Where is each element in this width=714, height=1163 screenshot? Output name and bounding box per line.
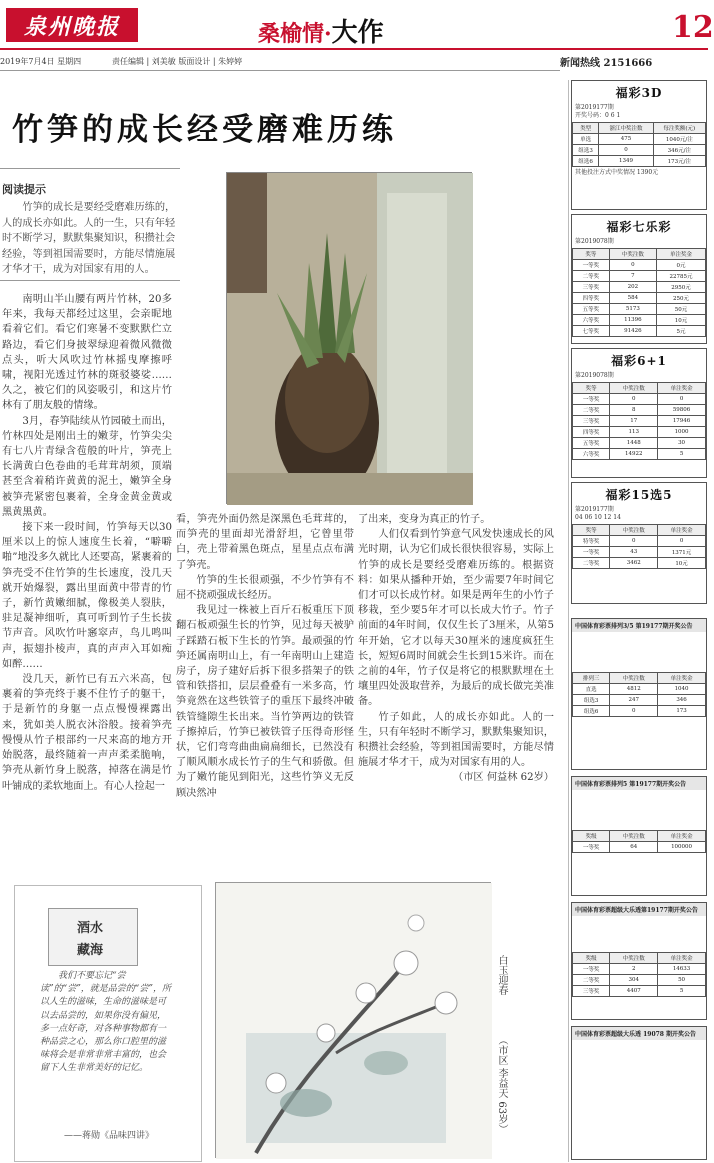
table-cell: 50元 xyxy=(656,304,705,315)
table-cell: 584 xyxy=(609,293,656,304)
table-row xyxy=(573,326,706,337)
table-row xyxy=(573,673,706,684)
table-cell: 单注奖金 xyxy=(658,525,706,536)
lottery-issue: 第2019177期 xyxy=(575,506,614,513)
table-row xyxy=(573,706,706,717)
lottery-number: 06 xyxy=(584,514,593,521)
table-row xyxy=(573,558,706,569)
table-cell: 247 xyxy=(610,695,658,706)
quote-source: ——蒋勋《品味四讲》 xyxy=(64,1131,155,1141)
table-cell: 64 xyxy=(610,842,658,853)
table-row xyxy=(573,405,706,416)
table-cell: 五等奖 xyxy=(573,304,610,315)
table-cell: 2950元 xyxy=(656,282,705,293)
table-row xyxy=(573,134,706,145)
table-cell: 单注奖金 xyxy=(658,673,706,684)
table-cell: 六等奖 xyxy=(573,449,610,460)
table-row xyxy=(573,547,706,558)
lottery-box-6plus1 xyxy=(571,348,707,478)
table-row xyxy=(573,271,706,282)
table-cell: 475 xyxy=(599,134,653,145)
table-cell: 4812 xyxy=(610,684,658,695)
table-cell: 8 xyxy=(610,405,658,416)
table-row xyxy=(573,525,706,536)
table-cell: 10元 xyxy=(658,558,706,569)
painting-caption-byline: （市区 李益天 63岁） xyxy=(496,1035,507,1135)
table-cell: 5 xyxy=(658,449,706,460)
lottery-numbers-label: 开奖号码： xyxy=(575,112,606,119)
table-cell: 中奖注数 xyxy=(610,383,658,394)
lottery-issue: 第2019078期 xyxy=(575,372,614,379)
table-cell: 4407 xyxy=(610,986,658,997)
table-row xyxy=(573,986,706,997)
table-cell: 四等奖 xyxy=(573,427,610,438)
table-cell: 奖等 xyxy=(573,383,610,394)
table-cell: 单注奖金 xyxy=(658,953,706,964)
table-cell: 0 xyxy=(610,706,658,717)
lottery-sidebar xyxy=(568,80,708,1162)
table-cell: 特等奖 xyxy=(573,536,610,547)
table-cell: 1448 xyxy=(610,438,658,449)
paragraph: 人们仅看到竹笋意气风发快速成长的风光时期，认为它们成长很快很容易，实际上竹笋的成长是要经受磨难历练的。根据资料：如果从播种开始，至少需要7年时间它们才可以长成竹材。如果是两年生的小竹子移栽，至少要5年才可以长成大竹子。竹子前面的4年时间，仅仅生长了3厘米，从第5年开始，它才以每天30厘米的速度疯狂生长，短短6周时间就会生长到15米许。而在之前的4年，竹子仅是将它的根默默埋在土壤里四处汲取营养，为最后的成长做完美准备。 xyxy=(358,529,554,708)
page-number: 12 xyxy=(672,10,714,45)
paragraph: 竹子如此，人的成长亦如此。人的一生，只有年轻时不断学习，默默集聚知识，积攒社会经验，等到祖国需要时，方能尽情施展才华才干，成为对国家有用的人。 xyxy=(358,711,554,769)
table-cell: 304 xyxy=(610,975,658,986)
lottery-number: 10 xyxy=(594,514,602,521)
lottery-notice xyxy=(571,902,707,1020)
table-row xyxy=(573,315,706,326)
table-cell: 113 xyxy=(610,427,658,438)
table-cell: 五等奖 xyxy=(573,438,610,449)
table-cell: 0 xyxy=(599,145,653,156)
paragraph: 我见过一株被上百斤石板重压下顶翻石板顽强生长的竹笋，见过每天被驴子踩踏石板下生长的竹笋。最顽强的竹笋还属南明山上，有一年南明山上建造房子，房子建好后拆下很多搭架子的铁管和铁搭扣，层层叠叠有一米多高，竹笋竟然在这些铁管子的重压下最终冲破铁管缝隙生长出来。当竹笋两边的铁管子擦掉后，竹笋已被铁管子压得奇形怪状，它们弯弯曲曲扁扁细长，已然没有了顺风顺水成长竹子的生气和骄傲。但为了嫩竹能见到阳光，这些竹笋义无反顾决然冲 xyxy=(176,605,354,799)
article-headline: 竹笋的成长经受磨难历练 xyxy=(12,112,397,148)
table-cell: 二等奖 xyxy=(573,558,610,569)
paragraph: 没几天，新竹已有五六米高，包裹着的笋壳终于裹不住竹子的躯干，于是新竹的身躯一点点慢慢裸露出来，犹如美人脱衣沐浴般。接着笋壳慢慢从竹子根部约一尺来高的地方开始脱落，最终随着一声声柔柔脆响，笋壳从新竹身上脱落，掉落在满是竹叶铺成的柔软地面上。有心人捡起一 xyxy=(2,674,172,792)
table-row xyxy=(573,684,706,695)
badge-line-2: 藏海 xyxy=(77,943,104,958)
lottery-number: 1 xyxy=(616,112,621,119)
lottery-notice xyxy=(571,776,707,896)
article-column-2 xyxy=(176,512,354,872)
credit-line: 责任编辑 | 刘美敏 版面设计 | 朱婷婷 xyxy=(112,57,243,66)
lottery-box-qilecai xyxy=(571,214,707,344)
table-cell: 43 xyxy=(610,547,658,558)
byline: （市区 何益林 62岁） xyxy=(453,772,554,784)
paragraph: 了出来，变身为真正的竹子。 xyxy=(358,514,491,525)
lottery-notice xyxy=(571,618,707,770)
lottery-number: 6 xyxy=(610,112,615,119)
table-row xyxy=(573,536,706,547)
table-cell: 346 xyxy=(658,695,706,706)
table-cell: 单注奖金 xyxy=(656,249,705,260)
table-cell: 直选 xyxy=(573,684,610,695)
table-cell: 一等奖 xyxy=(573,964,610,975)
table-row xyxy=(573,831,706,842)
table-cell: 250元 xyxy=(656,293,705,304)
table-row xyxy=(573,145,706,156)
lottery-numbers xyxy=(572,514,706,522)
table-cell: 0元 xyxy=(656,260,705,271)
lottery-title: 福彩七乐彩 xyxy=(606,220,672,234)
table-cell: 5173 xyxy=(609,304,656,315)
table-cell: 17 xyxy=(610,416,658,427)
table-row xyxy=(573,282,706,293)
table-cell: 1371元 xyxy=(658,547,706,558)
table-row xyxy=(573,438,706,449)
lottery-box-15x5 xyxy=(571,482,707,604)
lottery-number: 04 xyxy=(575,514,583,521)
table-row xyxy=(573,123,706,134)
lottery-issue: 第2019177期 xyxy=(575,104,614,111)
table-row xyxy=(573,260,706,271)
table-cell: 排列三 xyxy=(573,673,610,684)
table-row xyxy=(573,695,706,706)
table-row xyxy=(573,964,706,975)
table-cell: 173 xyxy=(658,706,706,717)
table-cell: 59806 xyxy=(658,405,706,416)
table-cell: 一等奖 xyxy=(573,547,610,558)
notice-title: 中国体育彩票超级大乐透第19177期开奖公告 xyxy=(572,903,706,916)
table-cell: 173元/注 xyxy=(653,156,705,167)
table-cell: 0 xyxy=(609,260,656,271)
notice-title: 中国体育彩票排列3/5 第19177期开奖公告 xyxy=(572,619,706,632)
table-cell: 0 xyxy=(658,536,706,547)
table-row xyxy=(573,449,706,460)
lottery-table xyxy=(572,382,706,460)
paragraph: 接下来一段时间，竹笋每天以30厘米以上的惊人速度生长着，“噼噼啪”地没多久就比人还要高，紧裹着的笋壳受不住竹笋的生长速度，没几天就开始爆裂，露出里面黄中带青的竹子，新竹黄嫩细腻，像极美人裂肤，驻足凝神细听，真可听到竹子生长拔节声音。风吹竹叶窸窣声，鸟儿鸣叫声，振翅扑棱声，真的声声入耳如痴如醉…… xyxy=(2,522,172,670)
lottery-notice xyxy=(571,1026,707,1160)
table-row xyxy=(573,249,706,260)
paragraph: 南明山半山腰有两片竹林，20多年来，我每天都经过这里，会亲昵地看着它们。看它们寒暑不变默默伫立路边，看它们身披翠绿迎着微风微微点头，听大风吹过竹林摇曳摩擦呼啸，视阳光透过竹林的斑驳婆娑……久之，被它们的风姿吸引，和这片竹林有了朋友般的情缘。 xyxy=(2,294,172,412)
table-cell: 六等奖 xyxy=(573,315,610,326)
reading-tips-title: 阅读提示 xyxy=(2,183,46,196)
table-cell: 中奖注数 xyxy=(610,831,658,842)
table-cell: 组选6 xyxy=(573,706,610,717)
paragraph: 看，笋壳外面仍然是深黑色毛茸茸的，而笋壳的里面却光滑舒坦，它曾里带白，壳上带着黑色斑点，星星点点布满了笋壳。 xyxy=(176,514,354,571)
table-cell: 组选3 xyxy=(573,695,610,706)
table-cell: 奖级 xyxy=(573,831,610,842)
lottery-table xyxy=(572,248,706,337)
table-cell: 100000 xyxy=(658,842,706,853)
table-cell: 一等奖 xyxy=(573,260,610,271)
hotline: 新闻热线 2151666 xyxy=(560,58,653,69)
table-cell: 奖级 xyxy=(573,953,610,964)
table-cell: 5 xyxy=(658,986,706,997)
table-row xyxy=(573,156,706,167)
table-cell: 三等奖 xyxy=(573,416,610,427)
lottery-numbers xyxy=(572,112,706,120)
table-cell: 单选 xyxy=(573,134,599,145)
table-cell: 0 xyxy=(610,394,658,405)
table-cell: 50 xyxy=(658,975,706,986)
magnolia-painting xyxy=(215,882,491,1158)
table-cell: 346元/注 xyxy=(653,145,705,156)
lottery-table xyxy=(572,524,706,569)
table-cell: 一等奖 xyxy=(573,394,610,405)
table-cell: 30 xyxy=(658,438,706,449)
table-cell: 7 xyxy=(609,271,656,282)
lottery-table xyxy=(572,672,706,717)
lottery-issue: 第2019078期 xyxy=(575,238,614,245)
table-cell: 22785元 xyxy=(656,271,705,282)
table-row xyxy=(573,304,706,315)
table-cell: 三等奖 xyxy=(573,282,610,293)
table-cell: 11396 xyxy=(609,315,656,326)
table-cell: 1040元/注 xyxy=(653,134,705,145)
lottery-title: 福彩3D xyxy=(615,86,663,100)
table-cell: 四等奖 xyxy=(573,293,610,304)
lottery-note: 其他投注方式中奖情况 1390元 xyxy=(575,169,659,176)
table-cell: 奖等 xyxy=(573,249,610,260)
table-cell: 七等奖 xyxy=(573,326,610,337)
table-cell: 14633 xyxy=(658,964,706,975)
lottery-number: 14 xyxy=(613,514,621,521)
table-cell: 1000 xyxy=(658,427,706,438)
table-cell: 二等奖 xyxy=(573,975,610,986)
table-row xyxy=(573,953,706,964)
lottery-table xyxy=(572,830,706,853)
paragraph: 竹笋的生长很顽强，不少竹笋有不屈不挠顽强成长经历。 xyxy=(176,574,354,602)
table-cell: 类型 xyxy=(573,123,599,134)
table-cell: 91426 xyxy=(609,326,656,337)
table-cell: 0 xyxy=(610,536,658,547)
table-cell: 17946 xyxy=(658,416,706,427)
reading-tips-body: 竹笋的成长是要经受磨难历练的，人的成长亦如此。人的一生，只有年轻时不断学习，默默集聚知识，积攒社会经验，等到祖国需要时，方能尽情施展才华才干，成为对国家有用的人。 xyxy=(2,202,176,275)
rule-line xyxy=(0,70,560,71)
table-row xyxy=(573,416,706,427)
section-title-light: 桑榆情· xyxy=(258,21,332,47)
quote-text: 我们不要忘记“尝读”的“尝”，就是品尝的“尝”，所以人生的滋味，生命的滋味是可以去品尝的，如果你没有偏见，多一点好奇，对各种事物都有一种品尝之心，那么你口腔里的滋味将会是非常非常丰富的，也会留下人生非常美好的记忆。 xyxy=(40,971,172,1074)
table-cell: 5元 xyxy=(656,326,705,337)
table-cell: 每注奖额(元) xyxy=(653,123,705,134)
badge-line-1: 酒水 xyxy=(77,921,104,936)
table-cell: 中奖注数 xyxy=(610,673,658,684)
table-cell: 奖等 xyxy=(573,525,610,536)
lottery-box-3d xyxy=(571,80,707,210)
lottery-title: 福彩15选5 xyxy=(605,488,673,502)
table-cell: 1349 xyxy=(599,156,653,167)
notice-title: 中国体育彩票排列5 第19177期开奖公告 xyxy=(572,777,706,790)
lottery-table xyxy=(572,122,706,167)
notice-title: 中国体育彩票超级大乐透 19078 期开奖公告 xyxy=(572,1027,706,1040)
article-column-1 xyxy=(2,292,172,882)
table-cell: 3462 xyxy=(610,558,658,569)
painting-caption-title: 白玉迎春 xyxy=(496,955,507,995)
table-cell: 中奖注数 xyxy=(610,953,658,964)
table-cell: 二等奖 xyxy=(573,271,610,282)
table-cell: 一等奖 xyxy=(573,842,610,853)
paper-name: 泉州晚报 xyxy=(6,8,138,42)
table-cell: 二等奖 xyxy=(573,405,610,416)
lottery-number: 0 xyxy=(605,112,609,119)
table-cell: 单注奖金 xyxy=(658,383,706,394)
table-cell: 2 xyxy=(610,964,658,975)
table-row xyxy=(573,383,706,394)
table-cell: 10元 xyxy=(656,315,705,326)
table-row xyxy=(573,394,706,405)
table-cell: 0 xyxy=(658,394,706,405)
section-title xyxy=(258,12,384,49)
article-column-3 xyxy=(358,512,554,872)
table-row xyxy=(573,842,706,853)
rule-line xyxy=(0,280,180,281)
quote-badge xyxy=(48,908,138,966)
table-row xyxy=(573,975,706,986)
table-cell: 单注奖金 xyxy=(658,831,706,842)
paragraph: 3月，春笋陆续从竹园破土而出，竹林四处是刚出土的嫩芽，竹笋尖尖有七八片青绿含苞般的叶片，笋壳上长满黄白色卷曲的毛茸茸胡须，顶端甚至含着稍许黄黄的泥土，嫩笋全身被笋壳紧密包裹着，全身金黄金黄或黑黄黑黄。 xyxy=(2,415,172,518)
table-row xyxy=(573,293,706,304)
section-title-bold: 大作 xyxy=(331,18,384,48)
table-cell: 组选6 xyxy=(573,156,599,167)
table-row xyxy=(573,427,706,438)
lottery-title: 福彩6+1 xyxy=(611,354,667,368)
rule-line xyxy=(0,168,180,169)
lottery-table xyxy=(572,952,706,997)
table-cell: 组选3 xyxy=(573,145,599,156)
table-cell: 三等奖 xyxy=(573,986,610,997)
table-cell: 1040 xyxy=(658,684,706,695)
table-cell: 14922 xyxy=(610,449,658,460)
table-cell: 202 xyxy=(609,282,656,293)
table-cell: 中奖注数 xyxy=(610,525,658,536)
bamboo-shoot-photo xyxy=(226,172,472,504)
date-line: 2019年7月4日 星期四 xyxy=(0,57,82,66)
table-cell: 浙江中奖注数 xyxy=(599,123,653,134)
table-cell: 中奖注数 xyxy=(609,249,656,260)
lottery-number: 12 xyxy=(603,514,612,521)
